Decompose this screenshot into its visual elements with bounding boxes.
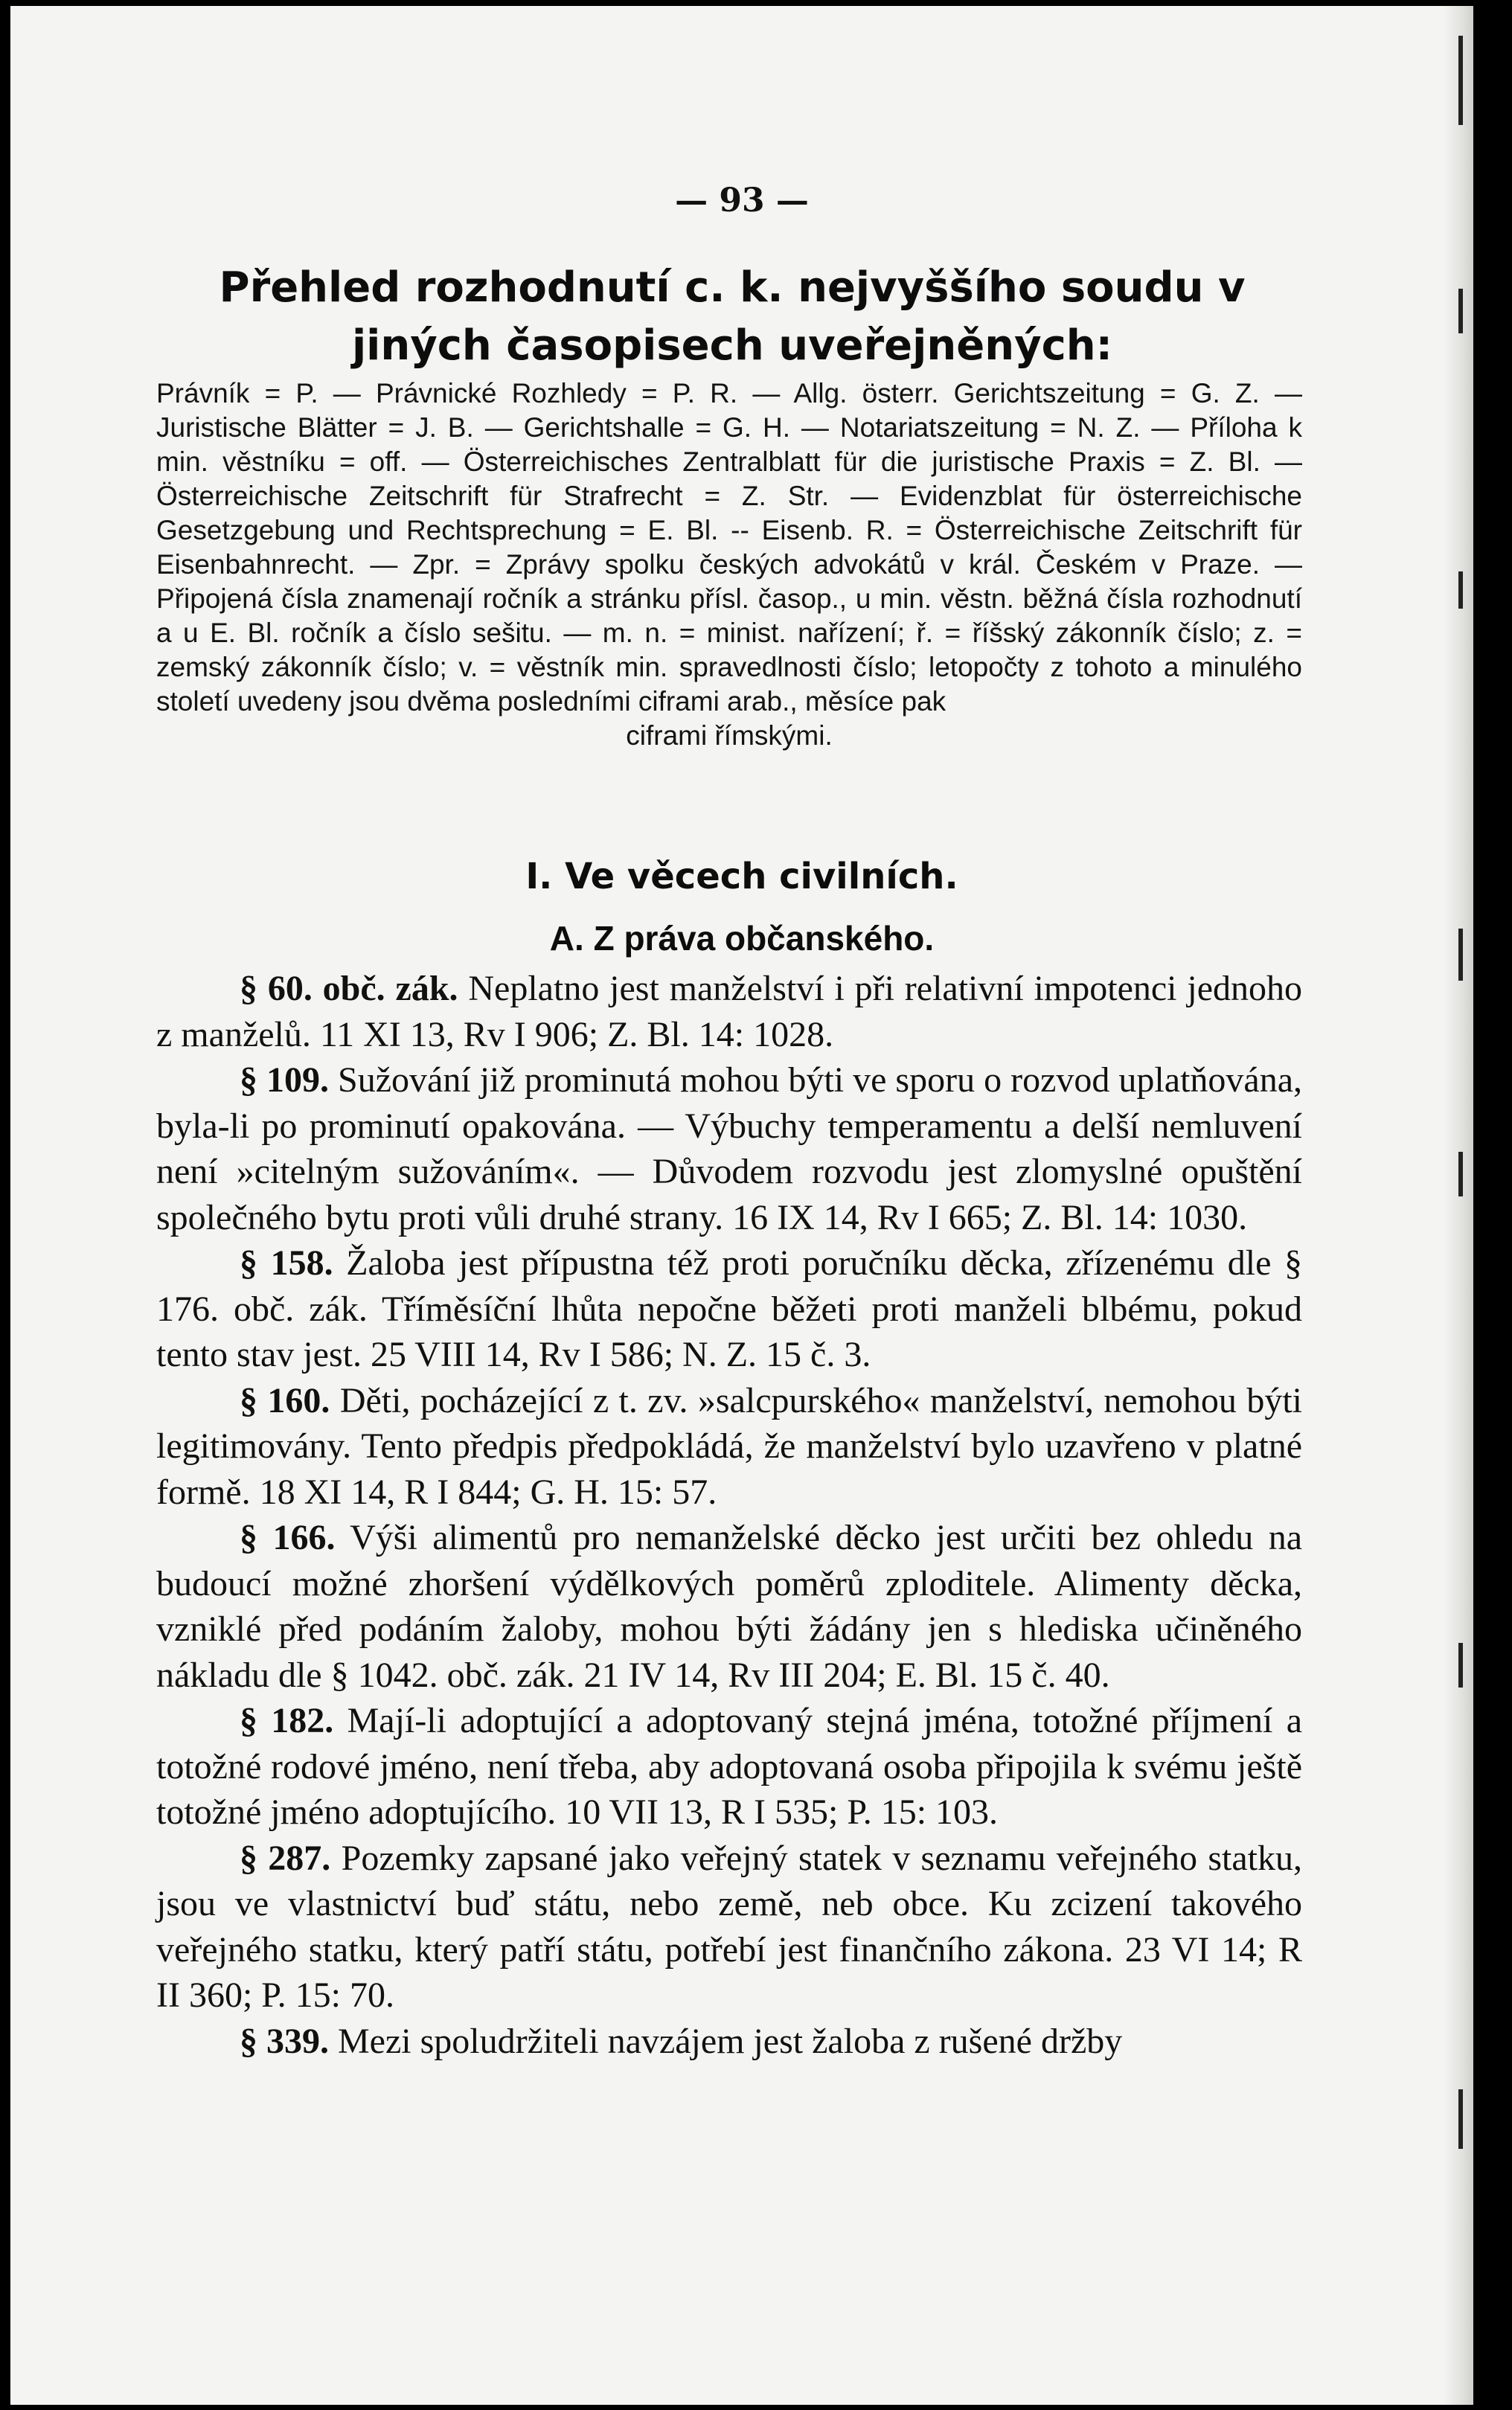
entry-text: Pozemky zapsané jako veřejný statek v seznamu veřejného statku, jsou ve vlastnictví buď státu, nebo země, neb obce. Ku zcizení takového veřejného statku, který patří státu, potřebí jest finančního zákona. 23 VI 14; R II 360; P. 15: 70. [156, 1838, 1303, 2015]
entry-section: § 339. [240, 2021, 329, 2061]
document-title: Přehled rozhodnutí c. k. nejvyššího soudu v jiných časopisech uveřejněných: [219, 263, 1246, 370]
decision-entry [156, 1057, 1302, 1240]
abbreviations-text: Právník = P. — Právnické Rozhledy = P. R. — Allg. österr. Gerichtszeitung = G. Z. — Juristische Blätter = J. B. — Gerichtshalle = G. H. — Notariatszeitung = N. Z. — Příloha k min. věstníku = off. — Österreichisches Zentralblatt für die juristische Praxis = Z. Bl. — Österreichische Zeitschrift für Strafrecht = Z. Str. — Evidenzblat für österreichische Gesetzgebung und Rechtsprechung = E. Bl. -- Eisenb. R. = Österreichische Zeitschrift für Eisenbahnrecht. — Zpr. = Zprávy spolku českých advokátů v král. Českém v Praze. — Připojená čísla znamenají ročník a stránku přísl. časop., u min. věstn. běžná čísla rozhodnutí a u E. Bl. ročník a číslo sešitu. — m. n. = minist. nařízení; ř. = říšský zákonník číslo; z. = zemský zákonník číslo; v. = věstník min. spravedlnosti číslo; letopočty z tohoto a minulého století uvedeny jsou dvěma posledními ciframi arab., měsíce pak [156, 378, 1302, 717]
entry-text: Žaloba jest přípustna též proti poručníku děcka, zřízenému dle § 176. obč. zák. Tříměsíční lhůta nepočne běžeti proti manželi blbému, pokud tento stav jest. 25 VIII 14, Rv I 586; N. Z. 15 č. 3. [156, 1243, 1303, 1374]
entry-section: § 109. [240, 1060, 330, 1100]
section-heading: I. Ve věcech civilních. [525, 856, 958, 897]
entry-text: Sužování již prominutá mohou býti ve sporu o rozvod uplatňována, byla-li po prominutí opakována. — Výbuchy temperamentu a delší nemluvení není »citelným sužováním«. — Důvodem rozvodu jest zlomyslné opuštění společného bytu proti vůli druhé strany. 16 IX 14, Rv I 665; Z. Bl. 14: 1030. [156, 1060, 1303, 1237]
edge-mark [1458, 1152, 1463, 1196]
entry-text: Výši alimentů pro nemanželské děcko jest určiti bez ohledu na budoucí možné zhoršení výdělkových poměrů zploditele. Alimenty děcka, vzniklé před podáním žaloby, mohou býti žádány jen s hlediska učiněného nákladu dle § 1042. obč. zák. 21 IV 14, Rv III 204; E. Bl. 15 č. 40. [156, 1518, 1302, 1695]
decision-entry [156, 1698, 1302, 1836]
entry-section: § 158. [240, 1243, 333, 1283]
abbreviations-legend [156, 376, 1302, 753]
edge-mark [1458, 36, 1463, 125]
page-number: — 93 — [675, 182, 809, 219]
entry-section: § 160. [240, 1380, 330, 1420]
subsection-heading: A. Z práva občanského. [549, 919, 935, 958]
scanned-page [10, 6, 1473, 2405]
entry-section: § 287. [240, 1838, 331, 1878]
entry-text: Mají-li adoptující a adoptovaný stejná jména, totožné příjmení a totožné rodové jméno, není třeba, aby adoptovaná osoba připojila k svému ještě totožné jméno adoptujícího. 10 VII 13, R I 535; P. 15: 103. [156, 1701, 1303, 1832]
entry-section: § 166. [240, 1518, 336, 1557]
decision-entry [156, 1515, 1302, 1698]
decision-entry [156, 966, 1302, 1057]
decision-entry [156, 1240, 1302, 1378]
edge-mark [1458, 1643, 1463, 1688]
abbreviations-last-line: ciframi římskými. [626, 720, 833, 751]
edge-mark [1458, 289, 1463, 333]
edge-mark [1458, 2089, 1463, 2149]
page-edge-shadow [1444, 6, 1473, 2405]
entry-text: Děti, pocházející z t. zv. »salcpurského« manželství, nemohou býti legitimovány. Tento předpis předpokládá, že manželství bylo uzavřeno v platné formě. 18 XI 14, R I 844; G. H. 15: 57. [156, 1380, 1303, 1512]
entry-text: Mezi spoludržiteli navzájem jest žaloba z rušené držby [329, 2021, 1123, 2061]
entry-section: § 182. [240, 1701, 334, 1740]
edge-mark [1458, 571, 1463, 609]
decision-entry [156, 1836, 1302, 2019]
entry-section: § 60. obč. zák. [240, 969, 458, 1008]
entry-text: Neplatno jest manželství i při relativní impotenci jednoho z manželů. 11 XI 13, Rv I 906; Z. Bl. 14: 1028. [156, 969, 1302, 1054]
decision-entries [156, 966, 1302, 2064]
decision-entry [156, 1378, 1302, 1516]
decision-entry [156, 2019, 1302, 2065]
